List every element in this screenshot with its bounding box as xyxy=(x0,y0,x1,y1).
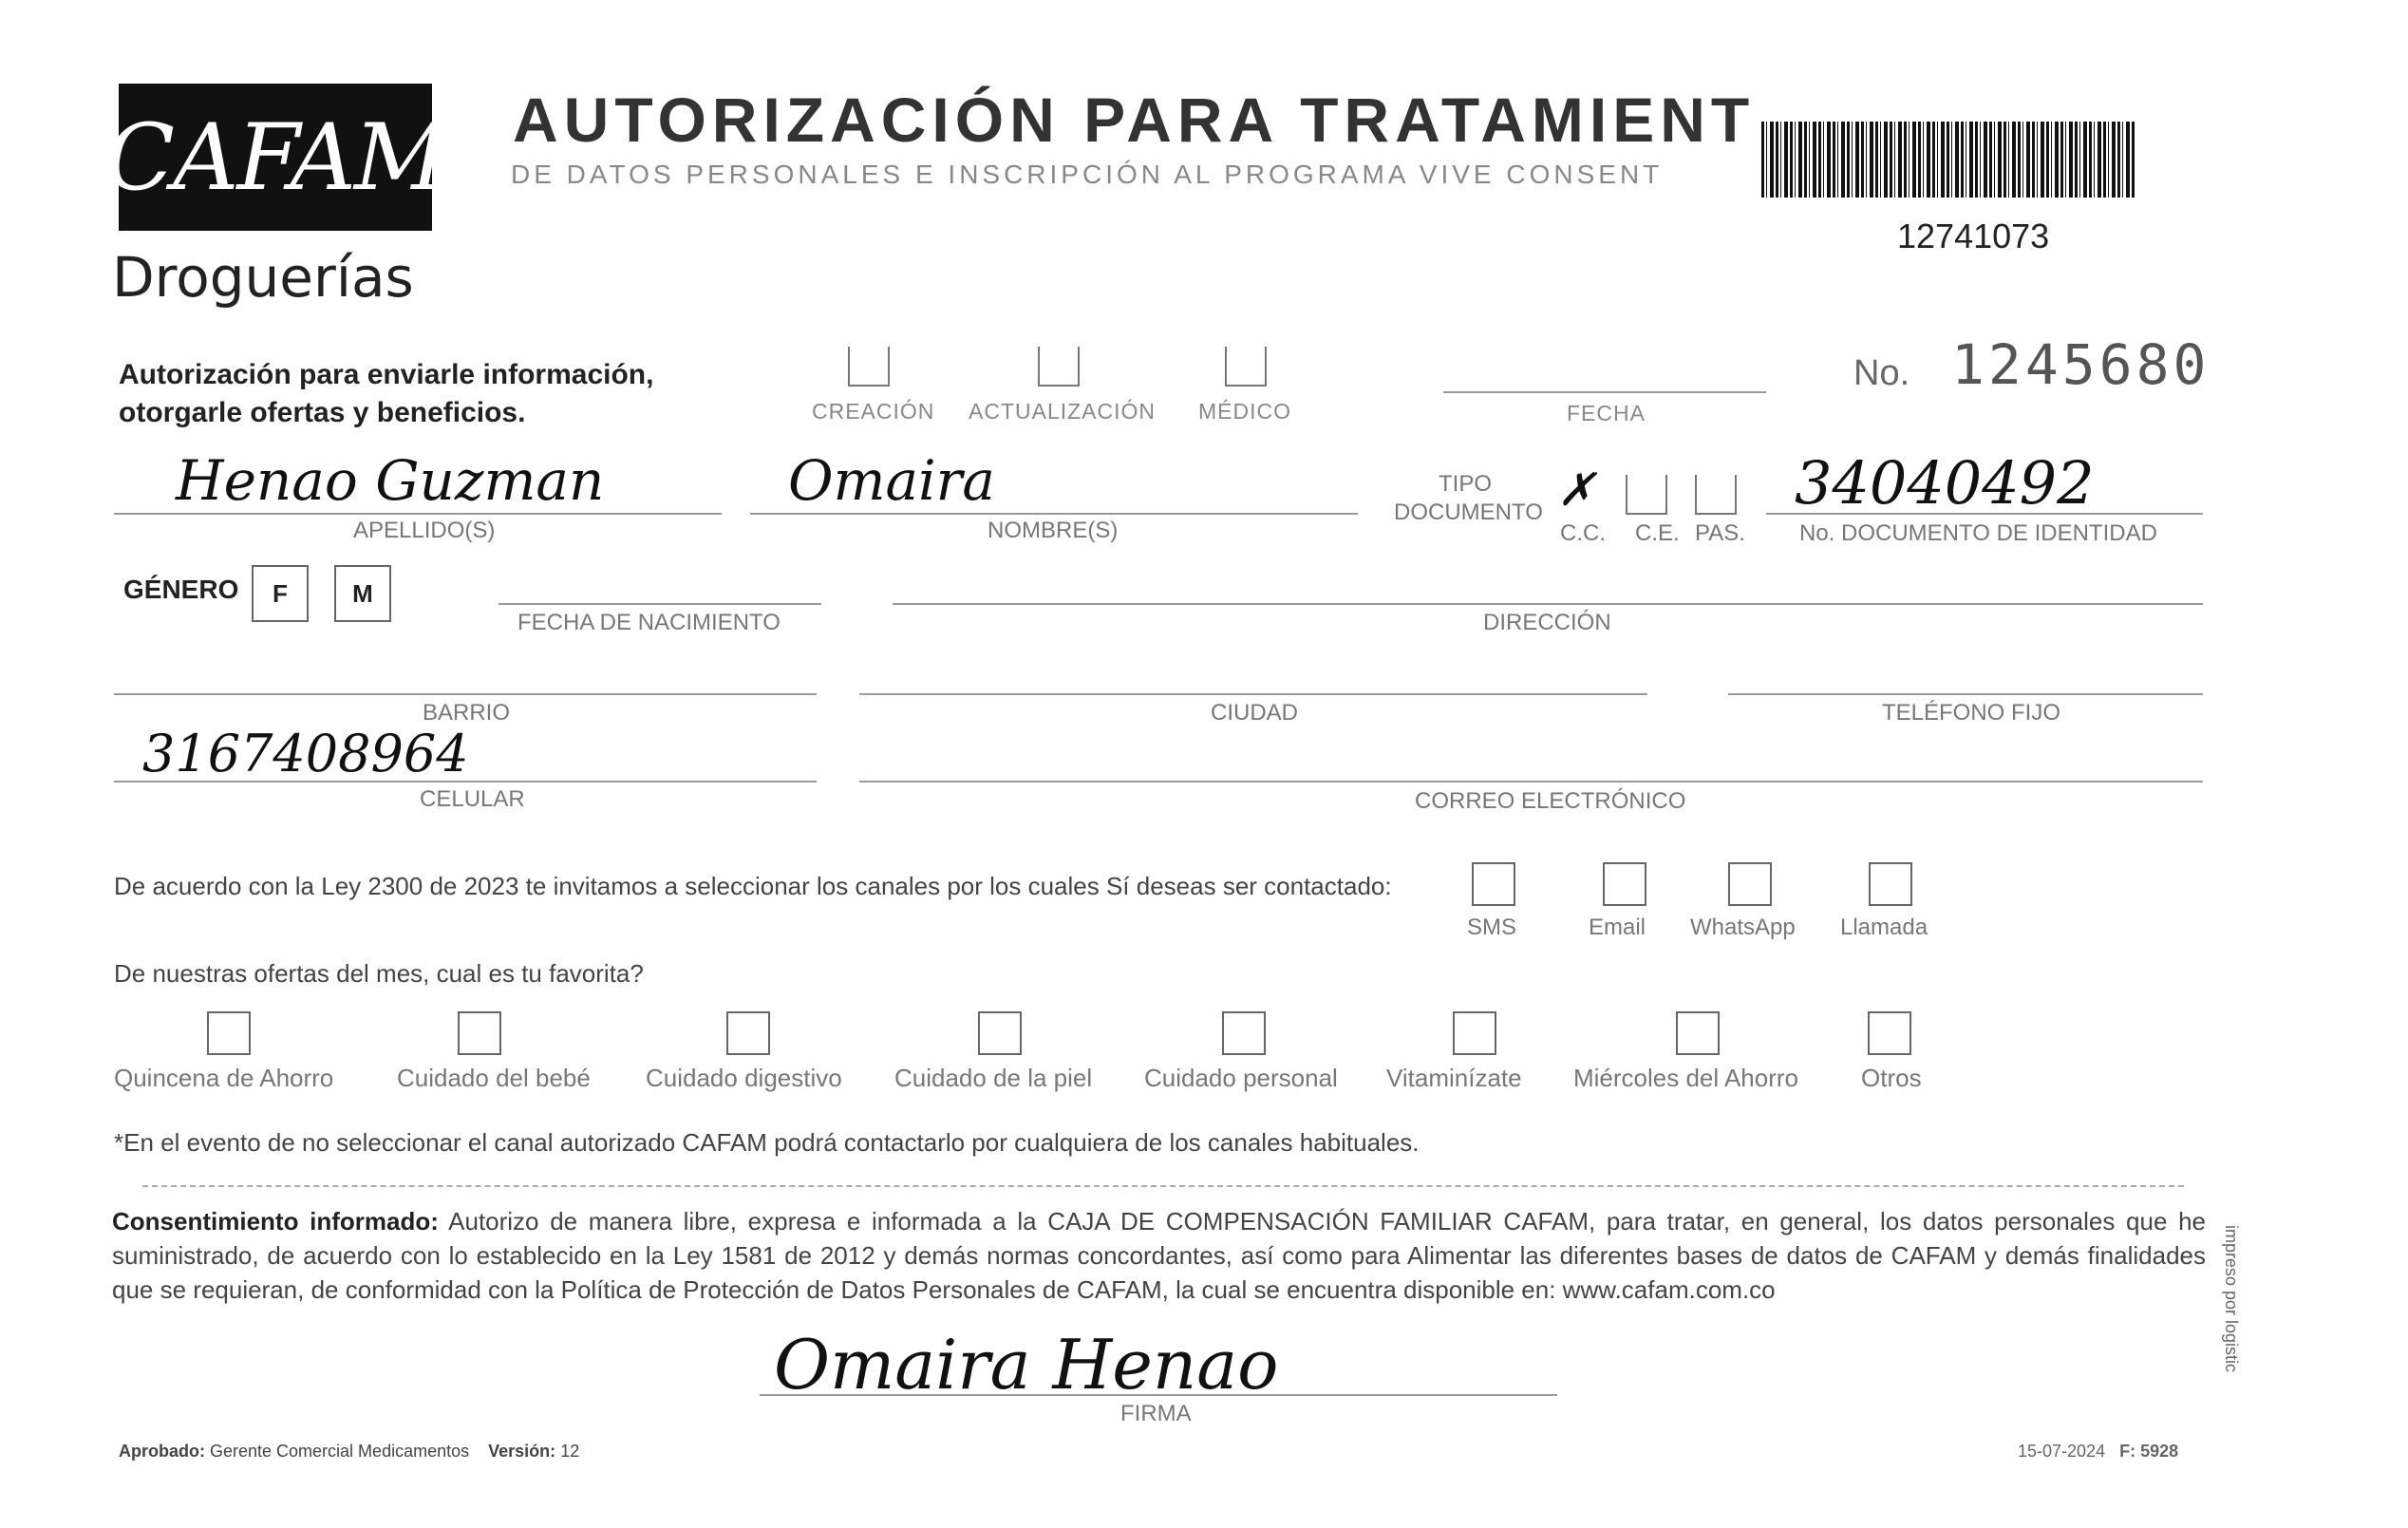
apellidos-line[interactable] xyxy=(114,513,722,515)
logo-text: CAFAM xyxy=(104,104,446,211)
version-value: 12 xyxy=(560,1442,580,1461)
fecha-nacimiento-label: FECHA DE NACIMIENTO xyxy=(517,610,781,635)
offer-personal-label: Cuidado personal xyxy=(1144,1064,1338,1092)
email-checkbox[interactable] xyxy=(1603,862,1646,906)
genero-label: GÉNERO xyxy=(123,575,239,604)
telefono-label: TELÉFONO FIJO xyxy=(1882,700,2061,726)
footer-date: 15-07-2024 xyxy=(2018,1442,2106,1461)
offer-vitaminizate-checkbox[interactable] xyxy=(1453,1011,1496,1055)
aprobado-label: Aprobado: xyxy=(119,1442,205,1461)
fecha-label: FECHA xyxy=(1567,401,1646,425)
llamada-checkbox[interactable] xyxy=(1869,862,1912,906)
nombres-value: Omaira xyxy=(788,448,995,513)
offer-vitaminizate-label: Vitaminízate xyxy=(1386,1064,1522,1092)
correo-line[interactable] xyxy=(859,781,2203,783)
genero-m-box[interactable] xyxy=(334,565,391,622)
medico-checkbox[interactable] xyxy=(1225,347,1267,387)
signature-label: FIRMA xyxy=(1120,1401,1192,1426)
number-label: No. xyxy=(1853,353,1910,393)
tipo-cc-mark: ✗ xyxy=(1557,463,1596,517)
celular-line[interactable] xyxy=(114,781,817,783)
offer-miercoles-label: Miércoles del Ahorro xyxy=(1573,1064,1798,1092)
side-print-text: impreso por logistic xyxy=(2222,1225,2241,1373)
footer-left xyxy=(119,1442,579,1462)
offer-otros-checkbox[interactable] xyxy=(1868,1011,1911,1055)
documento-label: No. DOCUMENTO DE IDENTIDAD xyxy=(1799,520,2157,546)
nombres-label: NOMBRE(S) xyxy=(988,518,1119,543)
tipo-pas-checkbox[interactable] xyxy=(1695,475,1737,515)
offer-digestivo-checkbox[interactable] xyxy=(726,1011,770,1055)
celular-label: CELULAR xyxy=(420,786,525,812)
offer-otros-label: Otros xyxy=(1861,1064,1922,1092)
telefono-line[interactable] xyxy=(1728,693,2203,695)
sms-checkbox[interactable] xyxy=(1472,862,1515,906)
barrio-line[interactable] xyxy=(114,693,817,695)
cafam-logo xyxy=(104,84,446,231)
tipo-ce-checkbox[interactable] xyxy=(1626,475,1667,515)
documento-line[interactable] xyxy=(1766,513,2203,515)
barcode-number: 12741073 xyxy=(1897,217,2050,255)
offer-piel-label: Cuidado de la piel xyxy=(894,1064,1093,1092)
pas-label: PAS. xyxy=(1695,520,1745,546)
whatsapp-label: WhatsApp xyxy=(1690,915,1796,940)
email-label: Email xyxy=(1589,915,1646,940)
apellidos-value: Henao Guzman xyxy=(176,448,605,513)
channels-question: De acuerdo con la Ley 2300 de 2023 te invitamos a seleccionar los canales por los cuales Sí deseas ser contactado: xyxy=(114,872,1392,900)
tipo-documento-label: TIPO DOCUMENTO xyxy=(1394,471,1543,525)
aprobado-value: Gerente Comercial Medicamentos xyxy=(210,1442,470,1461)
consent-text xyxy=(112,1204,2206,1307)
offer-bebe-checkbox[interactable] xyxy=(458,1011,501,1055)
fecha-line[interactable] xyxy=(1443,391,1766,393)
consent-body: Autorizo de manera libre, expresa e informada a la CAJA DE COMPENSACIÓN FAMILIAR CAFAM, para tratar, en general, los datos personales que he suministrado, de acuerdo con lo establecido en la Ley 1581 de 2012 y demás normas concordantes, así como para Alimentar las diferentes bases de datos de CAFAM y demás finalidades que se requieran, de conformidad con la Política de Protección de Datos Personales de CAFAM, la cual se encuentra disponible en: www.cafam.com.co xyxy=(112,1207,2206,1304)
offer-miercoles-checkbox[interactable] xyxy=(1676,1011,1720,1055)
separator-line xyxy=(142,1185,2184,1187)
ciudad-line[interactable] xyxy=(859,693,1647,695)
offer-quincena-checkbox[interactable] xyxy=(207,1011,251,1055)
fecha-nacimiento-line[interactable] xyxy=(499,603,821,605)
ciudad-label: CIUDAD xyxy=(1211,700,1299,726)
genero-m-label: M xyxy=(352,578,373,608)
creacion-label: CREACIÓN xyxy=(812,399,935,424)
genero-f-box[interactable] xyxy=(252,565,309,622)
footer-right xyxy=(2018,1442,2178,1462)
creacion-checkbox[interactable] xyxy=(848,347,890,387)
brand-subtitle: Droguerías xyxy=(112,245,414,310)
barrio-label: BARRIO xyxy=(423,700,511,726)
whatsapp-checkbox[interactable] xyxy=(1728,862,1772,906)
apellidos-label: APELLIDO(S) xyxy=(353,518,496,543)
actualizacion-checkbox[interactable] xyxy=(1038,347,1080,387)
signature-line[interactable] xyxy=(760,1394,1557,1396)
offers-note: *En el evento de no seleccionar el canal autorizado CAFAM podrá contactarlo por cualquiera de los canales habituales. xyxy=(114,1128,1420,1157)
llamada-label: Llamada xyxy=(1840,915,1928,940)
celular-value: 3167408964 xyxy=(142,724,469,783)
documento-value: 34040492 xyxy=(1795,448,2095,518)
signature-value: Omaira Henao xyxy=(774,1325,1279,1405)
direccion-line[interactable] xyxy=(893,603,2203,605)
authorization-text xyxy=(119,356,653,432)
cc-label: C.C. xyxy=(1560,520,1606,546)
version-label: Versión: xyxy=(488,1442,556,1461)
nombres-line[interactable] xyxy=(750,513,1358,515)
offer-piel-checkbox[interactable] xyxy=(978,1011,1022,1055)
medico-label: MÉDICO xyxy=(1198,399,1291,424)
actualizacion-label: ACTUALIZACIÓN xyxy=(969,399,1157,424)
offers-question: De nuestras ofertas del mes, cual es tu favorita? xyxy=(114,959,644,988)
offer-bebe-label: Cuidado del bebé xyxy=(397,1064,591,1092)
offer-digestivo-label: Cuidado digestivo xyxy=(646,1064,842,1092)
genero-f-label: F xyxy=(273,578,288,608)
authorization-line-2: otorgarle ofertas y beneficios. xyxy=(119,397,526,428)
form-subtitle: DE DATOS PERSONALES E INSCRIPCIÓN AL PROGRAMA VIVE CONSENT xyxy=(511,160,1664,189)
offer-personal-checkbox[interactable] xyxy=(1222,1011,1266,1055)
consent-heading: Consentimiento informado: xyxy=(112,1207,439,1236)
form-number: 1245680 xyxy=(1951,332,2210,397)
offer-quincena-label: Quincena de Ahorro xyxy=(114,1064,334,1092)
sms-label: SMS xyxy=(1467,915,1517,940)
footer-form-code: F: 5928 xyxy=(2119,1442,2179,1461)
form-title: AUTORIZACIÓN PARA TRATAMIENT xyxy=(513,85,1756,155)
correo-label: CORREO ELECTRÓNICO xyxy=(1415,788,1686,814)
authorization-line-1: Autorización para enviarle información, xyxy=(119,359,654,390)
barcode xyxy=(1761,122,2136,198)
direccion-label: DIRECCIÓN xyxy=(1483,610,1611,635)
ce-label: C.E. xyxy=(1635,520,1680,546)
